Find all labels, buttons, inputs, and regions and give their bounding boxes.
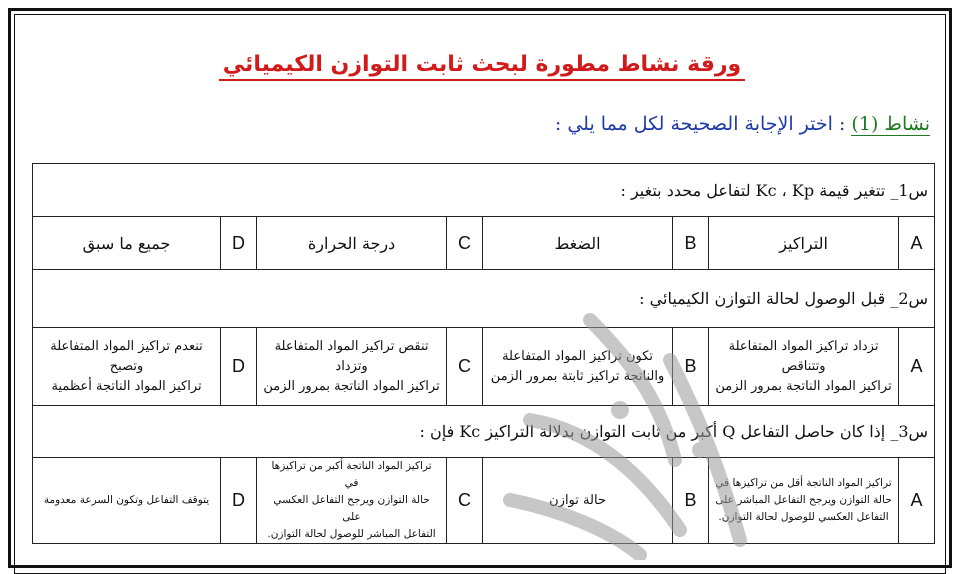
activity-instruction: : اختر الإجابة الصحيحة لكل مما يلي : [554, 113, 846, 135]
option-a[interactable]: التراكيز [709, 217, 899, 270]
option-line: حالة التوازن ويرجح التفاعل العكسي على [273, 494, 430, 523]
option-d[interactable]: جميع ما سبق [33, 217, 221, 270]
option-letter: C [447, 328, 483, 406]
option-line: التفاعل المباشر للوصول لحالة التوازن. [267, 528, 436, 540]
question-text: س2_ قبل الوصول لحالة التوازن الكيميائي : [33, 270, 935, 328]
option-d[interactable] [33, 328, 221, 406]
option-letter: B [673, 328, 709, 406]
option-letter: C [447, 217, 483, 270]
option-line: تراكيز المواد الناتجة أقل من تراكيزها في [715, 477, 892, 489]
option-a[interactable] [709, 328, 899, 406]
activity-label: نشاط (1) [851, 113, 930, 135]
question-row-3 [33, 406, 935, 458]
option-line: تراكيز المواد الناتجة أعظمية [51, 378, 202, 394]
worksheet-title: ورقة نشاط مطورة لبحث ثابت التوازن الكيميائي [0, 52, 964, 77]
option-letter: B [673, 458, 709, 544]
question-row-1 [33, 164, 935, 217]
option-letter: D [221, 458, 257, 544]
option-line: تراكيز المواد الناتجة بمرور الزمن [263, 378, 440, 394]
option-letter: D [221, 328, 257, 406]
option-letter: D [221, 217, 257, 270]
option-letter: A [899, 217, 935, 270]
activity-heading [555, 113, 930, 135]
option-d[interactable]: يتوقف التفاعل وتكون السرعة معدومة [33, 458, 221, 544]
options-row-1 [33, 217, 935, 270]
option-line: تنعدم تراكيز المواد المتفاعلة وتصبح [50, 338, 203, 374]
option-b[interactable]: الضغط [483, 217, 673, 270]
option-line: تكون تراكيز المواد المتفاعلة [502, 348, 654, 364]
option-c[interactable] [257, 458, 447, 544]
option-line: التفاعل العكسي للوصول لحالة التوازن. [718, 511, 889, 523]
question-row-2 [33, 270, 935, 328]
question-text: س1_ تتغير قيمة Kc ، Kp لتفاعل محدد بتغير : [33, 164, 935, 217]
option-letter: A [899, 458, 935, 544]
option-line: تراكيز المواد الناتجة بمرور الزمن [715, 378, 892, 394]
option-line: تراكيز المواد الناتجة أكبر من تراكيزها في [271, 460, 432, 489]
option-line: والناتجة تراكيز ثابتة بمرور الزمن [490, 368, 665, 384]
question-text: س3_ إذا كان حاصل التفاعل Q أكبر من ثابت التوازن بدلالة التراكيز Kc فإن : [33, 406, 935, 458]
option-c[interactable]: درجة الحرارة [257, 217, 447, 270]
option-letter: A [899, 328, 935, 406]
option-b[interactable]: حالة توازن [483, 458, 673, 544]
option-letter: C [447, 458, 483, 544]
questions-table [32, 163, 935, 544]
option-line: تزداد تراكيز المواد المتفاعلة وتتناقص [728, 338, 879, 374]
options-row-2 [33, 328, 935, 406]
option-a[interactable] [709, 458, 899, 544]
options-row-3 [33, 458, 935, 544]
option-letter: B [673, 217, 709, 270]
option-c[interactable] [257, 328, 447, 406]
option-line: حالة التوازن ويرجح التفاعل المباشر على [715, 494, 892, 506]
option-line: تنقص تراكيز المواد المتفاعلة وتزداد [274, 338, 429, 374]
option-b[interactable] [483, 328, 673, 406]
